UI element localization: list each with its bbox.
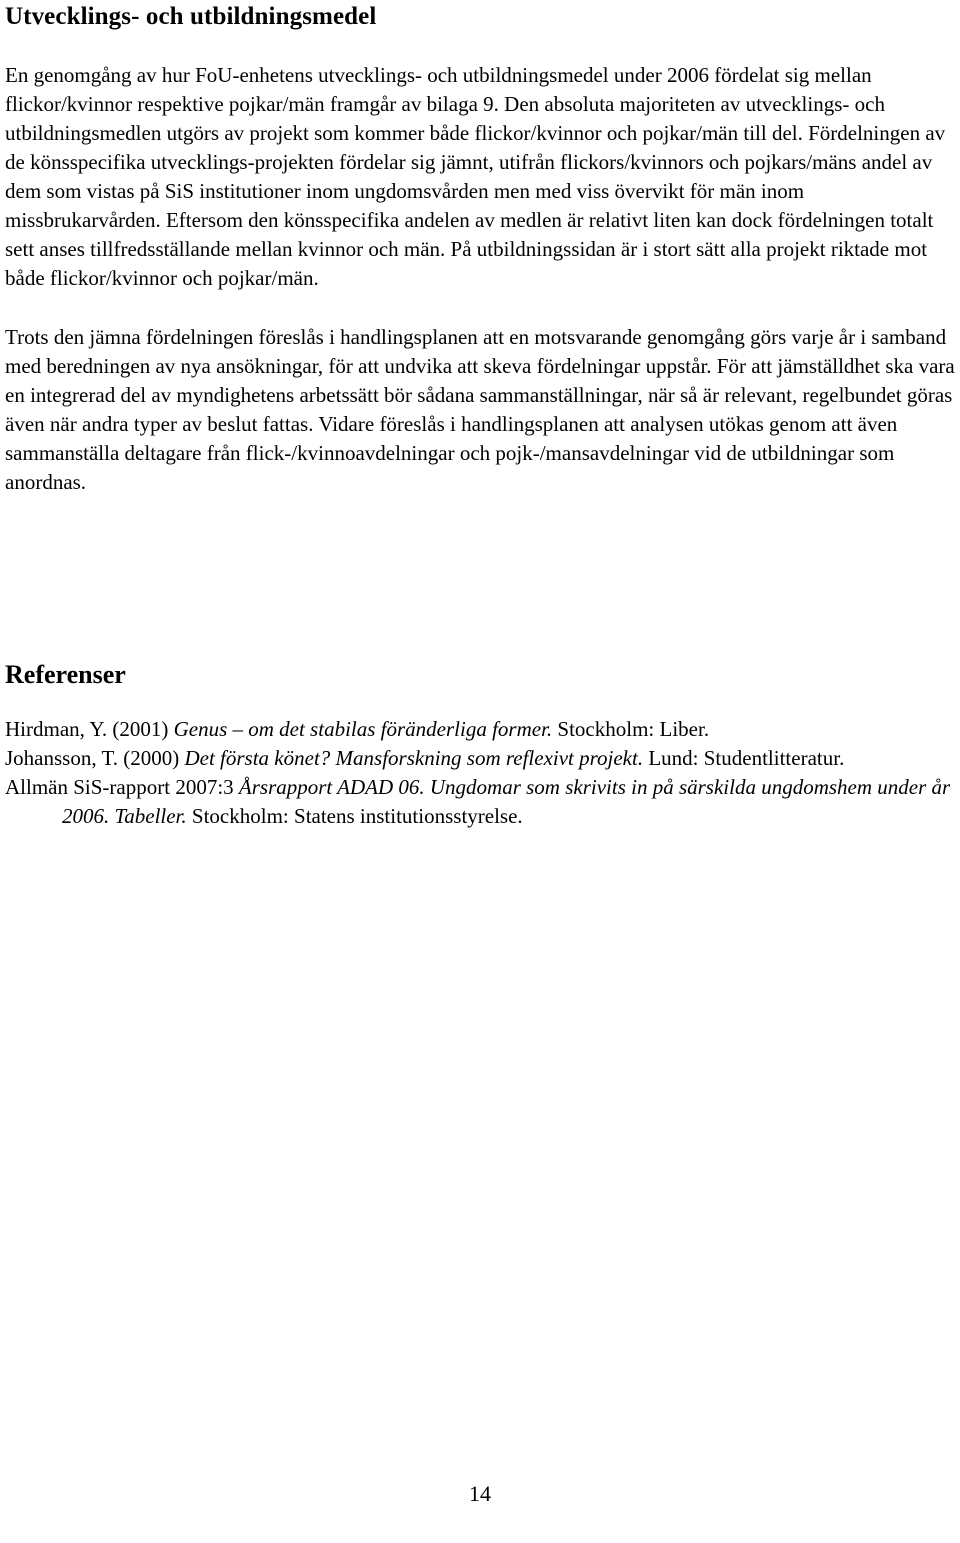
reference-list bbox=[5, 715, 955, 831]
reference-item bbox=[5, 773, 955, 831]
reference-item bbox=[5, 715, 955, 744]
reference-author: Hirdman, Y. (2001) bbox=[5, 717, 174, 741]
body-paragraph: Trots den jämna fördelningen föreslås i handlingsplanen att en motsvarande genomgång görs varje år i samband med beredningen av nya ansökningar, för att undvika att skeva fördelningar uppstår. För att jämställdhet ska vara en integrerad del av myndighetens arbetssätt bör sådana sammanställningar, när så är relevant, regelbundet göras även när andra typer av beslut fattas. Vidare föreslås i handlingsplanen att analysen utökas genom att även sammanställa deltagare från flick-/kvinnoavdelningar och pojk-/mansavdelningar vid de utbildningar som anordnas. bbox=[5, 325, 955, 494]
reference-title: Årsrapport ADAD 06. Ungdomar som skrivits in på särskilda ungdomshem under år 2006. Tabeller. bbox=[62, 775, 951, 828]
page-number: 14 bbox=[469, 1481, 491, 1506]
reference-author: Johansson, T. (2000) bbox=[5, 746, 185, 770]
references-title: Referenser bbox=[5, 660, 126, 689]
reference-title: Det första könet? Mansforskning som reflexivt projekt. bbox=[184, 746, 644, 770]
document-page bbox=[5, 0, 955, 831]
reference-publisher: Lund: Studentlitteratur. bbox=[643, 746, 845, 770]
reference-publisher: Stockholm: Liber. bbox=[552, 717, 710, 741]
reference-publisher: Stockholm: Statens institutionsstyrelse. bbox=[186, 804, 523, 828]
body-paragraph: En genomgång av hur FoU-enhetens utvecklings- och utbildningsmedel under 2006 fördelat sig mellan flickor/kvinnor respektive pojkar/män framgår av bilaga 9. Den absoluta majoriteten av utvecklings- och utbildningsmedlen utgörs av projekt som kommer både flickor/kvinnor och pojkar/män till del. Fördelningen av de könsspecifika utvecklings-projekten fördelar sig jämnt, utifrån flickors/kvinnors och pojkars/mäns andel av dem som vistas på SiS institutioner inom ungdomsvården men med viss övervikt för män inom missbrukarvården. Eftersom den könsspecifika andelen av medlen är relativt liten kan dock fördelningen totalt sett anses tillfredsställande mellan kvinnor och män. På utbildningssidan är i stort sätt alla projekt riktade mot både flickor/kvinnor och pojkar/män. bbox=[5, 63, 946, 290]
reference-title: Genus – om det stabilas föränderliga former. bbox=[173, 717, 553, 741]
section-title: Utvecklings- och utbildningsmedel bbox=[5, 3, 377, 30]
reference-author: Allmän SiS-rapport 2007:3 bbox=[5, 775, 239, 799]
reference-item bbox=[5, 744, 955, 773]
